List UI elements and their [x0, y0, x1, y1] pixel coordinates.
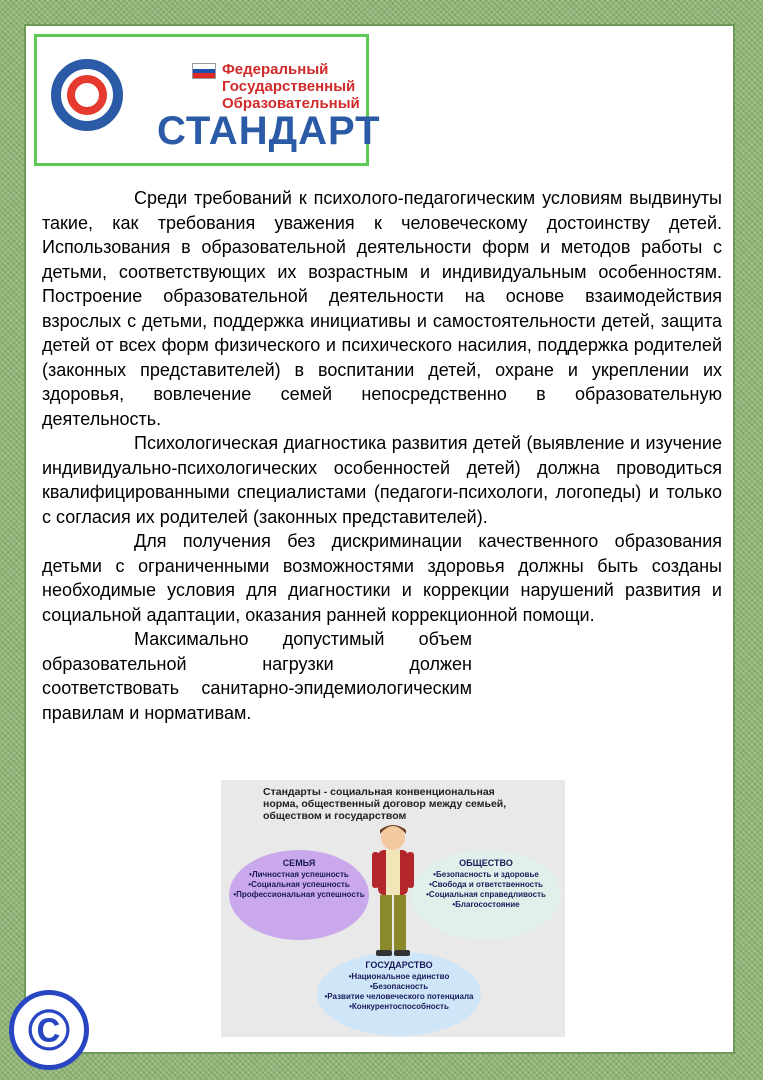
paragraph-1: Среди требований к психолого-педагогическим условиям выдвинуты такие, как требования уважения к человеческому достоинству детей. Использования в образовательной деятельности форм и методов работы с детьми, соответствующих их возрастным и индивидуальным особенностям. Построение образовательной деятельности на основе взаимодействия взрослых с детьми, поддержка инициативы и самостоятельности детей, защита детей от всех форм физического и психического насилия, поддержка родителей (законных представителей) в воспитании детей, охране и укреплении их здоровья, вовлечение семей непосредственно в образовательную деятельность.: [42, 188, 722, 429]
society-heading: ОБЩЕСТВО: [459, 858, 513, 868]
state-item: •Национальное единство: [348, 972, 450, 981]
family-heading: СЕМЬЯ: [282, 858, 316, 868]
fgos-logo: [34, 34, 381, 166]
russian-flag-icon: [192, 63, 216, 79]
society-item: •Безопасность и здоровье: [433, 870, 539, 879]
diagram-title: Стандарты - социальная конвенциональная норма, общественный договор между семьей, обществом и государством: [263, 786, 507, 822]
society-item: •Свобода и ответственность: [429, 880, 543, 889]
copyright-stamp-icon: ©: [9, 990, 89, 1070]
logo-standard: СТАНДАРТ: [157, 109, 381, 153]
family-item: •Социальная успешность: [248, 880, 350, 889]
boy-figure-icon: [366, 820, 420, 960]
body-text: [42, 186, 722, 725]
state-item: •Развитие человеческого потенциала: [324, 992, 474, 1001]
standards-diagram: [221, 780, 565, 1037]
paragraph-3: Для получения без дискриминации качественного образования детьми с ограниченными возможностями здоровья должны быть созданы необходимые условия для диагностики и коррекции нарушений развития и социальной адаптации, оказания ранней коррекционной помощи.: [42, 531, 722, 625]
state-heading: ГОСУДАРСТВО: [365, 960, 433, 970]
family-ellipse: [229, 850, 369, 940]
state-item: •Конкурентоспособность: [349, 1002, 449, 1011]
logo-emblem-icon: [51, 59, 123, 131]
society-item: •Благосостояние: [452, 900, 520, 909]
family-item: •Профессиональная успешность: [233, 890, 365, 899]
logo-line-2: Государственный: [222, 78, 356, 95]
logo-line-3: Образовательный: [222, 95, 360, 112]
state-ellipse: [317, 952, 481, 1036]
family-item: •Личностная успешность: [249, 870, 349, 879]
paragraph-4: Максимально допустимый объем образовательной нагрузки должен соответствовать санитарно-эпидемиологическим правилам и нормативам.: [42, 629, 472, 723]
paragraph-2: Психологическая диагностика развития детей (выявление и изучение индивидуально-психологических особенностей детей) должна проводиться квалифицированными специалистами (педагоги-психологи, логопеды) и только с согласия их родителей (законных представителей).: [42, 433, 722, 527]
logo-line-1: Федеральный: [222, 61, 329, 78]
state-item: •Безопасность: [369, 982, 429, 991]
society-item: •Социальная справедливость: [426, 890, 546, 899]
society-ellipse: [411, 850, 561, 940]
